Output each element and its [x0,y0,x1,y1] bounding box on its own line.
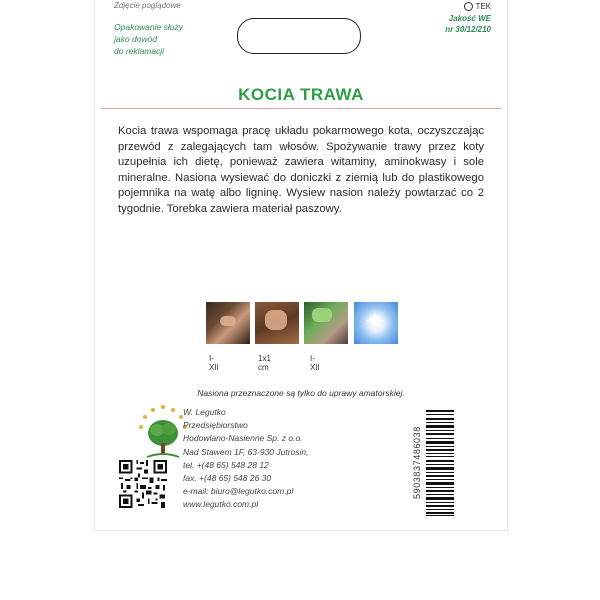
company-line: Przedsiębiorstwo [183,420,248,431]
seed-packet-back [94,0,508,531]
product-description: Kocia trawa wspomaga pracę układu pokarmowego kota, oczyszczając przewód z zalegających tam włosów. Spożywanie trawy przez koty uzupełnia ich dietę, ponieważ zawiera witaminy, aminokwasy i sole mineralne. Nasiona wysiewać do doniczki z ziemią lub do plastikowego pojemnika na watę albo ligninę. Wysiew nasion należy powtarzać co 2 tygodnie. Torebka zawiera materiał paszowy. [118,125,484,215]
complaint-note-line: do reklamacji [114,46,165,56]
photo-note: Zdjęcie poglądowe [114,1,181,10]
company-line: www.legutko.com.pl [183,499,259,510]
cat-grass-photo [304,302,348,344]
company-line: e-mail: biuro@legutko.com.pl [183,486,294,497]
barcode-icon [426,410,454,516]
company-address [183,406,309,512]
quality-label [445,13,491,35]
company-line: W. Legutko [183,407,226,417]
spacing-caption: 1x1 cm [258,354,271,372]
company-line: Hodowlano-Nasienne Sp. z o.o. [183,433,303,444]
company-line: fax. +(48 65) 548 26 30 [183,473,272,484]
quality-line: nr 30/12/210 [445,25,491,34]
sowing-hands-photo [206,302,250,344]
hang-hole [237,18,361,54]
complaint-note [114,21,183,57]
tek-mark [464,2,491,11]
title-divider [101,108,501,109]
tek-icon [464,2,473,11]
quality-line: Jakość WE [448,14,491,23]
barcode-number: 5903837486038 [412,426,422,500]
company-line: Nad Stawem 1F, 63-930 Jutrosin, [183,446,309,457]
product-title: KOCIA TRAWA [238,85,364,104]
planting-photo [255,302,299,344]
tek-label: TEK [475,2,491,11]
company-line: tel. +(48 65) 548 28 12 [183,459,269,470]
amateur-use-note: Nasiona przeznaczone są tylko do uprawy amatorskiej. [197,388,405,398]
complaint-note-line: jako dowód [114,34,158,44]
complaint-note-line: Opakowanie służy [114,22,183,32]
sowing-period-caption: I-XII [209,354,219,372]
harvest-period-caption: I-XII [310,354,320,372]
qr-code-icon [119,460,167,508]
sunlight-icon [354,302,398,344]
